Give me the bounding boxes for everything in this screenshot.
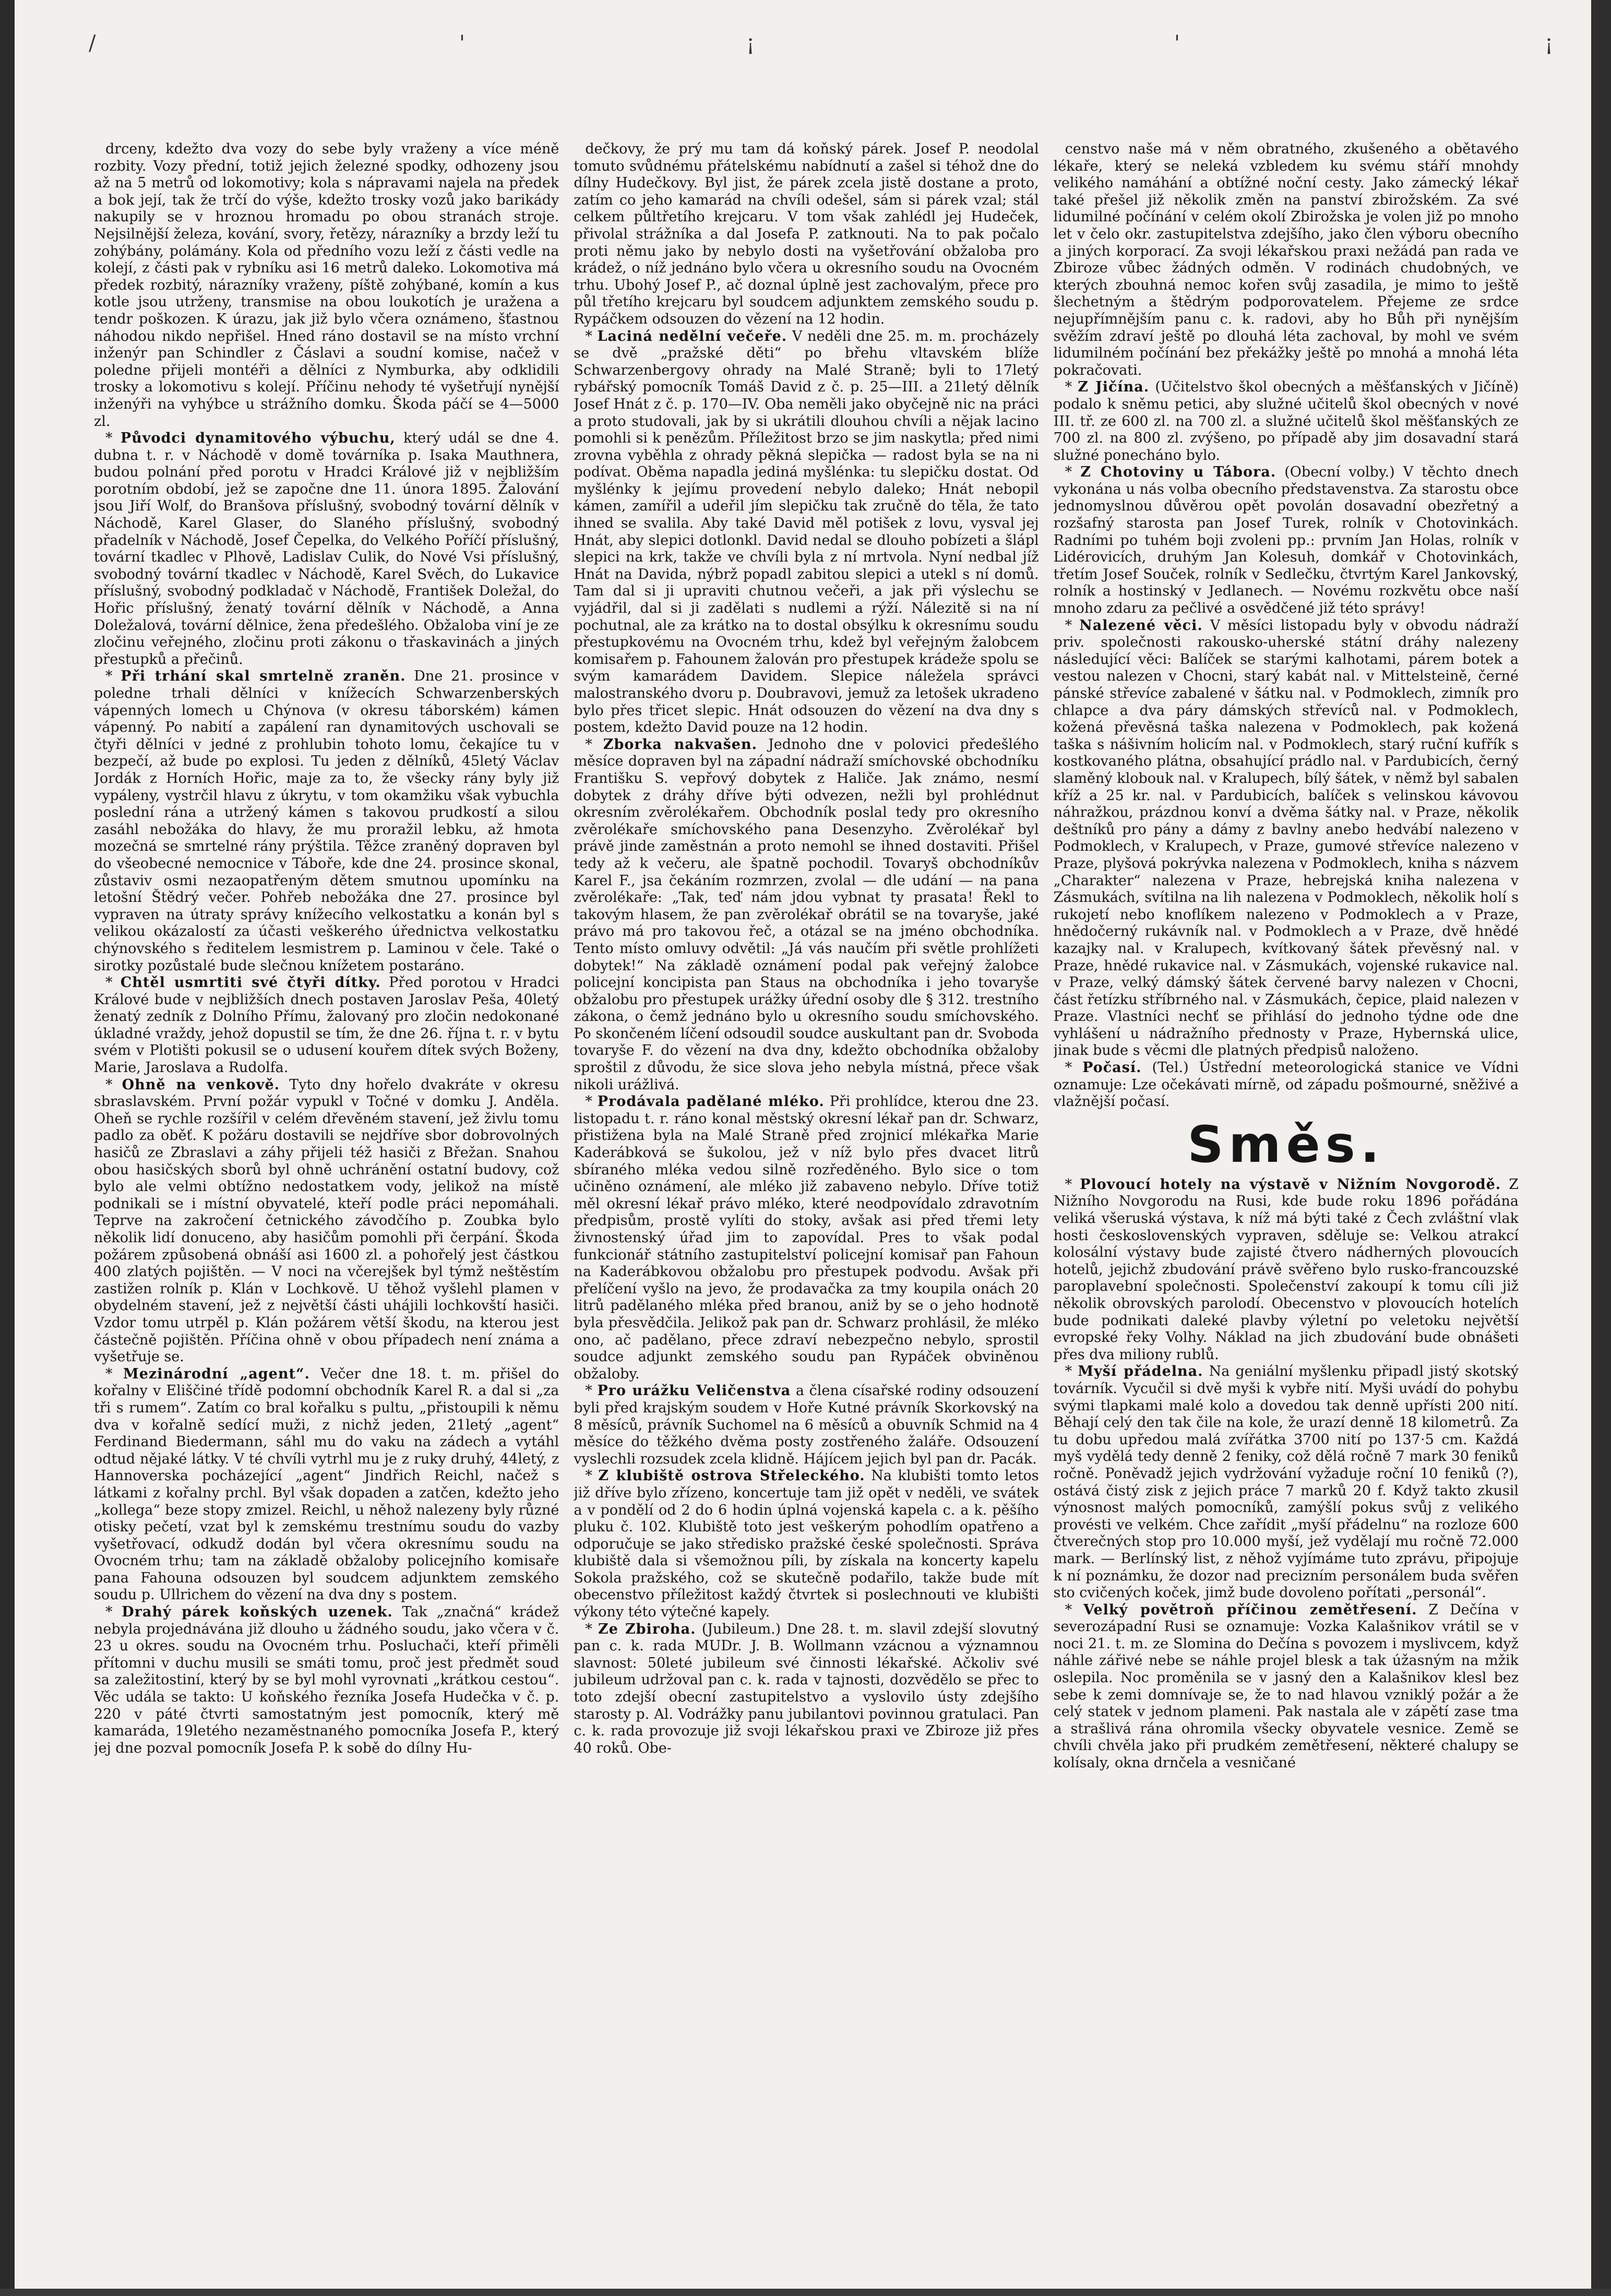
article-heading: Chtěl usmrtiti své čtyři dítky.	[120, 974, 381, 991]
article-body: V měsíci listopadu byly v obvodu nádraží priv. společnosti rakousko-uherské státní dráhy nalezeny následující věci: Balíček se starými kalhotami, párem botek a vestou nalezen v Chocni, starý kabát nal. v Mittelsteině, černé pánské střevíce zabalené v šátku nal. v Podmoklech, zimník pro chlapce a dva páry dámských střevíců nal. v Podmoklech, kožená převěsná taška nalezena v Podmoklech, pak kožená taška s nášivním holicím nal. v Podmoklech, starý ruční kufřík s kostkovaného plátna, obsahující prádlo nal. v Pardubicích, černý slaměný klobouk nal. v Kralupech, bílý šátek, v němž byl sabalen kříž a 25 kr. nal. v Pardubicích, balíček s velinskou kávovou náhražkou, prázdnou konví a dvěma šátky nal. v Praze, několik deštníků pro pány a dámy z bavlny anebo hedvábí nalezeno v Podmoklech, v Kralupech, v Praze, gumové střevíce nalezeno v Praze, plyšová pokrývka nalezena v Podmoklech, kniha s názvem „Charakter“ nalezena v Praze, hebrejská kniha nalezena v Zásmukách, svítilna na lih nalezena v Podmoklech, několik holí s rukojetí nebo knoflíkem nalezeno v Podmoklech a v Praze, hnědočerný rukávník nal. v Podmoklech a v Praze, dvě hnědé kazajky nal. v Kralupech, kvítkovaný šátek převěsný nal. v Praze, hnědé rukavice nal. v Zásmukách, vojenské rukavice nal. v Praze, velký dámský šátek červené barvy nalezen v Chocni, část řetízku stříbrného nal. v Zásmukách, čepice, plaid nalezen v Praze. Vlastníci nechť se přihlásí do jednoho týdne ode dne vyhlášení u nádražního přednosty v Praze, Hybernská ulice, jinak bude s věcmi dle platných předpisů naloženo.	[1053, 617, 1519, 1059]
article-body: (Obecní volby.) V těchto dnech vykonána u nás volba obecního představenstva. Za starostu obce jednomyslnou důvěrou opět povolán dosavadní obezřetný a rozšafný starosta pan Josef Turek, rolník v Chotovinkách. Radními po tuhém boji zvoleni pp.: prvním Jan Holas, rolník v Lidérovicích, druhým Jan Kolesuh, domkář v Chotovinkách, třetím Josef Souček, rolník v Sedlečku, čtvrtým Karel Jankovský, rolník a hostinský v Jedlanech. — Novému rozkvětu obce naší mnoho zdaru za pečlivé a osvědčené již této správy!	[1053, 464, 1519, 617]
article-heading: Drahý párek koňských uzenek.	[122, 1604, 393, 1621]
article-body: Z Nižního Novgorodu na Rusi, kde bude roku 1896 pořádána veliká všeruská výstava, k níž má býti také z Čech zvláštní vlak hosti československých vypraven, sděluje se: Velkou atrakcí kolosální výstavy bude zajisté čtvero nádherných plovoucích hotelů, jejichž zbudování právě svěřeno bylo rusko-francouzské paroplavební společnosti. Společenství zakoupí k tomu cíli již několik obrovských parolodí. Obecenstvo v plovoucích hotelích bude podnikati daleké plavby výletní po veletoku největší evropské řeky Volhy. Náklad na jich zbudování bude obnášeti přes dva miliony rublů.	[1053, 1176, 1519, 1363]
article-heading: Zborka nakvašen.	[603, 736, 757, 753]
article-heading: Mezinárodní „agent“.	[123, 1365, 310, 1382]
article: * Ze Zbiroha. (Jubileum.) Dne 28. t. m. slavil zdejší slovutný pan c. k. rada MUDr. J. B. Wollmann vzácnou a významnou slavnost: 50leté jubileum své činnosti lékařské. Ačkoliv své jubileum udržoval pan c. k. rada v tajnosti, dozvědělo se přec to toto zdejší obecní zastupitelstvo a vyslovilo ústy zdejšího starosty p. Al. Vodrážky panu jubilantovi povinnou gratulaci. Pan c. k. rada provozuje již svoji lékařskou praxi ve Zbiroze již přes 40 roků. Obe-	[574, 1621, 1039, 1756]
section-heading-smes: Směs.	[1187, 1115, 1385, 1174]
article-body: Jednoho dne v polovici předešlého měsíce dopraven byl na západní nádraží smíchovské obchodníku Františku S. vepřový dobytek z Haliče. Jak známo, nesmí dobytek z dráhy dříve býti odvezen, nežli byl prohlédnut okresním zvěrolékařem. Obchodník poslal tedy pro okresního zvěrolékaře smíchovského pana Desenzyho. Zvěrolékař byl právě jinde zaměstnán a proto nemohl se ihned dostaviti. Přišel tedy až k večeru, ale špatně pochodil. Tovaryš obchodníkův Karel F., jsa čekáním rozmrzen, zvolal — dle udání — na pana zvěrolékaře: „Tak, teď nám jdou vybnat ty prasata! Řekl to takovým hlasem, že pan zvěrolékař obrátil se na tovaryše, jaké právo má pro takovou řeč, a otázal se na jméno obchodníka. Tento místo omluvy odvětil: „Já vás naučím při světle prohlížeti dobytek!“ Na základě oznámení podal pak veřejný žalobce policejní koncipista pan Staus na obchodníka i jeho tovaryše obžalobu pro přestupek urážky úřední osoby dle § 312. trestního zákona, o čemž jednáno bylo u okresního soudu smíchovského. Po skončeném líčení odsoudil soudce auskultant pan dr. Svoboda tovaryše F. do vězení na dva dny, kdežto obchodníka obžaloby sproštil z důvodu, že sice slova jeho nebyla místná, přece však nikoli urážlivá.	[574, 736, 1039, 1093]
article: * Chtěl usmrtiti své čtyři dítky. Před porotou v Hradci Králové bude v nejbližších dnech postaven Jaroslav Peša, 40letý ženatý zedník z Dolního Přímu, žalovaný pro zločin nedokonané úkladné vraždy, jehož dopustil se tím, že dne 26. října t. r. v bytu svém v Plotišti pokusil se o udusení kouřem dítek svých Boženy, Marie, Jaroslava a Rudolfa.	[94, 974, 559, 1076]
article-text: censtvo naše má v něm obratného, zkušeného a obětavého lékaře, který se neleká vzbledem ku svému stáří mnohdy velikého namáhání a obtížné noční cesty. Jako zámecký lékař také přešel již několik změn na panství zbirožském. Za své lidumilné počínání v celém okolí Zbirožska je volen již po mnoho let v čelo okr. zastupitelstva zdejšího, jako člen výboru obecního a jiných korporací. Za svoji lékařskou praxi nežádá pan rada ve Zbiroze vůbec žádných odměn. V rodinách chudobných, ve kterých zbouhná nemoc kořen svůj zasadila, je mimo to ještě šlechetným a štědrým podporovatelem. Přejeme ze srdce nejupřímnějším panu c. k. radovi, aby ho Bůh při nynějším svěžím zdraví ještě po dlouhá léta zachoval, by mohl ve svém lidumilném počínání bez překážky ještě po mnohá a mnohá léta pokračovati.	[1053, 141, 1519, 378]
article: * Zborka nakvašen. Jednoho dne v polovici předešlého měsíce dopraven byl na západní nádraží smíchovské obchodníku Františku S. vepřový dobytek z Haliče. Jak známo, nesmí dobytek z dráhy dříve býti odvezen, nežli byl prohlédnut okresním zvěrolékařem. Obchodník poslal tedy pro okresního zvěrolékaře smíchovského pana Desenzyho. Zvěrolékař byl právě jinde zaměstnán a proto nemohl se ihned dostaviti. Přišel tedy až k večeru, ale špatně pochodil. Tovaryš obchodníkův Karel F., jsa čekáním rozmrzen, zvolal — dle udání — na pana zvěrolékaře: „Tak, teď nám jdou vybnat ty prasata! Řekl to takovým hlasem, že pan zvěrolékař obrátil se na tovaryše, jaké právo má pro takovou řeč, a otázal se na jméno obchodníka. Tento místo omluvy odvětil: „Já vás naučím při světle prohlížeti dobytek!“ Na základě oznámení podal pak veřejný žalobce policejní koncipista pan Staus na obchodníka i jeho tovaryše obžalobu pro přestupek urážky úřední osoby dle § 312. trestního zákona, o čemž jednáno bylo u okresního soudu smíchovského. Po skončeném líčení odsoudil soudce auskultant pan dr. Svoboda tovaryše F. do vězení na dva dny, kdežto obchodníka obžaloby sproštil z důvodu, že sice slova jeho nebyla místná, přece však nikoli urážlivá.	[574, 736, 1039, 1093]
article-heading: Prodávala padělané mléko.	[597, 1093, 825, 1110]
article: * Velký povětroň příčinou zemětřesení. Z Dečína v severozápadní Rusi se oznamuje: Vozka Kalašnikov vrátil se v noci 21. t. m. ze Slomina do Dečína s povozem i myslivcem, když náhle zářivé nebe se náhle projel blesk a tak úžasným na mžik oslepila. Noc proměnila se v jasný den a Kalašnikov klesl bez sebe k zemi domnívaje se, že to nad hlavou vzniklý požár a že celý statek v jednom plameni. Pak nastala ale v zápětí zase tma a strašlivá rána ohromila všecky obyvatele vesnice. Země se chvíli chvěla jako při prudkém zemětřesení, některé chalupy se kolísaly, okna drnčela a vesničané	[1053, 1601, 1519, 1771]
column-2	[574, 141, 1039, 2260]
column-1	[94, 141, 559, 2260]
article: * Při trhání skal smrtelně zraněn. Dne 21. prosince v poledne trhali dělníci v knížecích Schwarzenberských vápenných lomech u Chýnova (v okresu táborském) kámen vápenný. Po nabití a zapálení ran dynamitových uschovali se čtyři dělníci v jedné z prohlubin tohoto lomu, čekajíce tu v bezpečí, až bude po explosi. Tu jeden z dělníků, 45letý Václav Jordák z Horních Hořic, maje za to, že všecky rány byly již vypáleny, vystrčil hlavu z úkrytu, v tom okamžiku však vybuchla poslední rána a utržený kámen s takovou prudkostí a silou zasáhl nebožáka do hlavy, že mu proražil lebku, až hmota mozečná se smrtelné rány prýštila. Těžce zraněný dopraven byl do všeobecné nemocnice v Táboře, kde dne 24. prosince skonal, zůstaviv osmi nezaopatřeným dětem smutnou upomínku na letošní Štědrý večer. Pohřeb nebožáka dne 27. prosince byl vypraven na útraty správy knížecího velkostatku a konán byl s velikou okázalostí za účasti veškerého úřednictva velkostatku chýnovského s ředitelem lesmistrem p. Laminou v čele. Také o sirotky pozůstalé bude slečnou knížetem postaráno.	[94, 668, 559, 974]
article: * Z Chotoviny u Tábora. (Obecní volby.) V těchto dnech vykonána u nás volba obecního představenstva. Za starostu obce jednomyslnou důvěrou opět povolán dosavadní obezřetný a rozšafný starosta pan Josef Turek, rolník v Chotovinkách. Radními po tuhém boji zvoleni pp.: prvním Jan Holas, rolník v Lidérovicích, druhým Jan Kolesuh, domkář v Chotovinkách, třetím Josef Souček, rolník v Sedlečku, čtvrtým Karel Jankovský, rolník a hostinský v Jedlanech. — Novému rozkvětu obce naší mnoho zdaru za pečlivé a osvědčené již této správy!	[1053, 464, 1519, 617]
article-heading: Při trhání skal smrtelně zraněn.	[121, 668, 406, 685]
article-heading: Pro urážku Veličenstva	[597, 1383, 791, 1399]
top-mark: /	[89, 31, 96, 55]
scan-edge-bottom	[0, 2289, 1611, 2296]
article: * Myší přádelna. Na geniální myšlenku připadl jistý skotský továrník. Vycučil si dvě myši k vybře nití. Myši uvádí do pohybu svými tlapkami malé kolo a dovedou tak denně upřísti 200 nití. Běhají celý den tak čile na kole, že urazí denně 18 kilometrů. Za tu dobu upředou malá zvířátka 3700 nití po 137·5 cm. Každá myš vydělá tedy denně 2 feniky, což dělá ročně 7 mark 30 feniků ročně. Poněvadž jejich vydržování vyžaduje roční 10 feniků (?), ostává čistý zisk z jejich práce 7 marků 20 f. Když takto zkusil výnosnost malých pomocníků, zamýšlí pokus svůj z velikého provésti ve velkém. Chce zařídit „myší přádelnu“ na rozloze 600 čtverečných stop pro 10.000 myší, jež vydělají mu ročně 72.000 mark. — Berlínský list, z něhož vyjímáme tuto zprávu, připojuje k ní poznámku, že dozor nad precizním personálem buda svěřen sto cvičených koček, jimž bude dovoleno pořítati „personál“.	[1053, 1363, 1519, 1601]
article: * Z klubiště ostrova Střeleckého. Na klubišti tomto letos již dříve bylo zřízeno, koncertuje tam již opět v neděli, ve svátek a v pondělí od 2 do 6 hodin úplná vojenská kapela c. a k. pěšího pluku č. 102. Klubiště toto jest veškerým pohodlím opatřeno a odporučuje se jako středisko pražské české společnosti. Správa klubiště dala si všemožnou píli, by získala na koncerty kapelu Sokola pražského, což se skutečně podařilo, takže bude mít obecenstvo příležitost každý čtvrtek si poslechnouti ve klubišti výkony této výtečné kapely.	[574, 1468, 1039, 1621]
article-heading: Velký povětroň příčinou zemětřesení.	[1083, 1601, 1417, 1618]
article-heading: Nalezené věci.	[1079, 617, 1203, 634]
article: * Původci dynamitového výbuchu, který udál se dne 4. dubna t. r. v Náchodě v domě továrníka p. Isaka Mauthnera, budou polnání před porotu v Hradci Králové již v nejbližším porotním období, jež se započne dne 11. února 1895. Žalování jsou Jiří Wolf, do Branšova příslušný, svobodný tovární dělník v Náchodě, Karel Glaser, do Slaného příslušný, svobodný přadelník v Náchodě, Josef Čepelka, do Velkého Poříčí příslušný, tovární tkadlec v Plhově, Ladislav Culik, do Nové Vsi příslušný, svobodný tovární tkadlec v Náchodě, Karel Svěch, do Lukavice příslušný, svobodný podkladač v Náchodě, František Doležal, do Hořic příslušný, ženatý tovární dělník v Náchodě, a Anna Doležalová, tovární dělnice, žena předešlého. Obžaloba viní je ze zločinu veřejného, zločinu proti zákonu o třaskavinách a jiných přestupků a přečinů.	[94, 430, 559, 668]
article-body: Dne 21. prosince v poledne trhali dělníci v knížecích Schwarzenberských vápenných lomech u Chýnova (v okresu táborském) kámen vápenný. Po nabití a zapálení ran dynamitových uschovali se čtyři dělníci v jedné z prohlubin tohoto lomu, čekajíce tu v bezpečí, až bude po explosi. Tu jeden z dělníků, 45letý Václav Jordák z Horních Hořic, maje za to, že všecky rány byly již vypáleny, vystrčil hlavu z úkrytu, v tom okamžiku však vybuchla poslední rána a utržený kámen s takovou prudkostí a silou zasáhl nebožáka do hlavy, že mu proražil lebku, až hmota mozečná se smrtelné rány prýštila. Těžce zraněný dopraven byl do všeobecné nemocnice v Táboře, kde dne 24. prosince skonal, zůstaviv osmi nezaopatřeným dětem smutnou upomínku na letošní Štědrý večer. Pohřeb nebožáka dne 27. prosince byl vypraven na útraty správy knížecího velkostatku a konán byl s velikou okázalostí za účasti veškerého úřednictva velkostatku chýnovského s ředitelem lesmistrem p. Laminou v čele. Také o sirotky pozůstalé bude slečnou knížetem postaráno.	[94, 668, 559, 974]
article: * Prodávala padělané mléko. Při prohlídce, kterou dne 23. listopadu t. r. ráno konal městský okresní lékař pan dr. Schwarz, přistižena byla na Malé Straně před zrojnicí mlékařka Marie Kaderábková se šukolou, jež v níž bylo přes dvacet litrů sbíraného mléka vedou silně rozředěného. Bylo sice o tom učiněno oznámení, ale mléko již zabaveno nebylo. Dříve totiž měl okresní lékař právo mléko, které neodpovídalo zdravotním předpisům, prostě vylíti do stoky, avšak asi před třemi lety živnostenský úřad jim to zapovídal. Pres to však podal funkcionář státního zastupitelství policejní komisař pan Fahoun na Kaderábkovou obžalobu pro přestupek podvodu. Avšak při přelíčení vyšlo na jevo, že prodavačka za tmy koupila onách 20 litrů padělaného mléka před branou, aniž by se o jeho hodnotě byla přesvědčila. Jelikož pak pan dr. Schwarz prohlásil, že mléko ono, ač padělano, přece zdraví nebezpečno nebylo, sprostil soudce adjunkt zemského soudu pan Rypáček obviněnou obžaloby.	[574, 1093, 1039, 1382]
article-body: Večer dne 18. t. m. přišel do kořalny v Eliščiné třídě podomní obchodník Karel R. a dal si „za tři s rumem“. Zatím co bral kořalku s pultu, „přistoupili k němu dva v kořalně sedící muži, z nichž jeden, 21letý „agent“ Ferdinand Biedermann, sáhl mu do vaku na zádech a vytáhl odtud nějaké látky. V té chvíli vytrhl mu je z ruky druhý, 44letý, z Hannoverska pocházející „agent“ Jindřich Reichl, načež s látkami z kořalny prchl. Byl však dopaden a zatčen, kdežto jeho „kollega“ beze stopy zmizel. Reichl, u něhož nalezeny byly různé otisky pečetí, vzat byl k zemskému trestnímu soudu do vazby vyšetřovací, odkudž dodán byl včera okresnímu soudu na Ovocném trhu; tam na základě obžaloby policejního komisaře pana Fahouna odsouzen byl soudcem adjunktem zemského soudu p. Ullrichem do vězení na dva dny s postem.	[94, 1365, 559, 1603]
article-heading: Původci dynamitového výbuchu,	[120, 430, 396, 447]
top-mark: ¡	[746, 31, 755, 55]
article-heading: Z klubiště ostrova Střeleckého.	[598, 1468, 865, 1484]
article-body: Na klubišti tomto letos již dříve bylo zřízeno, koncertuje tam již opět v neděli, ve svátek a v pondělí od 2 do 6 hodin úplná vojenská kapela c. a k. pěšího pluku č. 102. Klubiště toto jest veškerým pohodlím opatřeno a odporučuje se jako středisko pražské české společnosti. Správa klubiště dala si všemožnou píli, by získala na koncerty kapelu Sokola pražského, což se skutečně podařilo, takže bude mít obecenstvo příležitost každý čtvrtek si poslechnouti ve klubišti výkony této výtečné kapely.	[574, 1468, 1039, 1621]
top-mark: '	[459, 31, 465, 55]
article-heading: Ze Zbiroha.	[598, 1621, 696, 1637]
article: * Z Jičína. (Učitelstvo škol obecných a měšťanských v Jičíně) podalo k sněmu petici, aby služné učitelů škol obecných v nové III. tř. ze 600 zl. na 700 zl. a služné učitelů škol měšťanských ze 700 zl. na 800 zl. zvýšeno, po případě aby jim dosavadní stará služné ponecháno bylo.	[1053, 379, 1519, 463]
scan-edge-right	[1591, 0, 1611, 2296]
article-body: V neděli dne 25. m. m. procházely se dvě „pražské děti“ po břehu vltavském blíže Schwarzenbergovy ohrady na Malé Straně; byli to 17letý rybářský pomocník Tomáš David z č. p. 25—III. a 21letý dělník Josef Hnát z č. p. 170—IV. Oba neměli jako obyčejně nic na práci a proto studovali, jak by si ukrátili dlouhou chvíli a nějak lacino pomohli si k penězům. Příležitost brzo se jim naskytla; před nimi zrovna vyběhla z ohrady pěkná slepička — radost byla se na ni podívat. Oběma napadla jediná myšlénka: tu slepičku dostat. Od myšlénky k jejímu provedení nebylo daleko; Hnát nebopil kámen, zamířil a udeřil jím slepičku tak zručně do těla, že tato ihned se svalila. Aby také David měl potišek z lovu, vysval jej Hnát, aby slepici dotlonkl. David nedal se dlouho pobízeti a šlápl slepici na krk, takže ve chvíli byla z ní mrtvola. Nyní nedbal jíž Hnát na Davida, nýbrž popadl zabitou slepici a utekl s ní domů. Tam dal si ji upraviti chutnou večeři, a jak při výslechu se vyjádřil, dal si ji zadělati s nudlemi a rýží. Nálezitě si na ní pochutnal, ale za krátko na to dostal obsýlku k okresnímu soudu přestupkovému na Ovocném trhu, kdež byl veřejným žalobcem komisařem p. Fahounem žalován pro přestupek krádeže spolu se svým kamarádem Davidem. Slepice náležela správci malostranského dvoru p. Doubravovi, jemuž za letošek ukradeno bylo přes třicet slepic. Hnát odsouzen do vězení na dva dny s postem, kdežto David pouze na 12 hodin.	[574, 328, 1039, 736]
article: * Plovoucí hotely na výstavě v Nižním Novgorodě. Z Nižního Novgorodu na Rusi, kde bude roku 1896 pořádána veliká všeruská výstava, k níž má býti také z Čech zvláštní vlak hosti československých vypraven, sděluje se: Velkou atrakcí kolosální výstavy bude zajisté čtvero nádherných plovoucích hotelů, jejichž zbudování právě svěřeno bylo rusko-francouzské paroplavební společnosti. Společenství zakoupí k tomu cíli již několik obrovských parolodí. Obecenstvo v plovoucích hotelích bude podnikati daleké plavby výletní po veletoku největší evropské řeky Volhy. Náklad na jich zbudování bude obnášeti přes dva miliony rublů.	[1053, 1176, 1519, 1363]
article-text: drceny, kdežto dva vozy do sebe byly vraženy a více méně rozbity. Vozy přední, totiž jejich železné spodky, odhozeny jsou až na 5 metrů od lokomotivy; kola s nápravami najela na předek a bok její, tak že trčí do výše, kdežto trosky vozů jako barikády nakupily se v hroznou hromadu po obou stranách stroje. Nejsilnější železa, kování, svory, řetězy, nárazníky a brzdy leží tu zohýbány, polámány. Kola od předního vozu leží z části vedle na kolejí, z části pak v rybníku asi 16 metrů daleko. Lokomotiva má předek rozbitý, nárazníky vraženy, píště zohýbané, komín a kus kotle jsou utrženy, transmise na obou loukotích je uražena a tendr poškozen. K úrazu, jak již bylo včera oznámeno, šťastnou náhodou nikdo nepřišel. Hned ráno dostavil se na místo vrchní inženýr pan Schindler z Čáslavi a soudní komise, načež v poledne přijeli montéři a dělníci z Nymburka, aby odklidili trosky a lokomotivu s kolejí. Příčinu nehody té vyšetřují nynější inženýři na vyhýbce u strážního domku. Škoda páčí se 4—5000 zl.	[94, 141, 559, 430]
article-heading: Ohně na venkově.	[122, 1076, 280, 1093]
article-body: (Učitelstvo škol obecných a měšťanských v Jičíně) podalo k sněmu petici, aby služné učitelů škol obecných v nové III. tř. ze 600 zl. na 700 zl. a služné učitelů škol měšťanských ze 700 zl. na 800 zl. zvýšeno, po případě aby jim dosavadní stará služné ponecháno bylo.	[1053, 379, 1519, 463]
article-body: (Jubileum.) Dne 28. t. m. slavil zdejší slovutný pan c. k. rada MUDr. J. B. Wollmann vzácnou a významnou slavnost: 50leté jubileum své činnosti lékařské. Ačkoliv své jubileum udržoval pan c. k. rada v tajnosti, dozvědělo se přec to toto zdejší obecní zastupitelstvo a vyslovilo ústy zdejšího starosty p. Al. Vodrážky panu jubilantovi povinnou gratulaci. Pan c. k. rada provozuje již svoji lékařskou praxi ve Zbiroze již přes 40 roků. Obe-	[574, 1621, 1039, 1756]
article: * Nalezené věci. V měsíci listopadu byly v obvodu nádraží priv. společnosti rakousko-uherské státní dráhy nalezeny následující věci: Balíček se starými kalhotami, párem botek a vestou nalezen v Chocni, starý kabát nal. v Mittelsteině, černé pánské střevíce zabalené v šátku nal. v Podmoklech, zimník pro chlapce a dva páry dámských střevíců nal. v Podmoklech, kožená převěsná taška nalezena v Podmoklech, pak kožená taška s nášivním holicím nal. v Podmoklech, starý ruční kufřík s kostkovaného plátna, obsahující prádlo nal. v Pardubicích, černý slaměný klobouk nal. v Kralupech, bílý šátek, v němž byl sabalen kříž a 25 kr. nal. v Pardubicích, balíček s velinskou kávovou náhražkou, prázdnou konví a dvěma šátky nal. v Praze, několik deštníků pro pány a dámy z bavlny anebo hedvábí nalezeno v Podmoklech, v Kralupech, v Praze, gumové střevíce nalezeno v Praze, plyšová pokrývka nalezena v Podmoklech, kniha s názvem „Charakter“ nalezena v Praze, hebrejská kniha nalezena v Zásmukách, svítilna na lih nalezena v Podmoklech, několik holí s rukojetí nebo knoflíkem nalezeno v Podmoklech a v Praze, hnědočerný rukávník nal. v Podmoklech a v Praze, dvě hnědé kazajky nal. v Kralupech, kvítkovaný šátek převěsný nal. v Praze, hnědé rukavice nal. v Zásmukách, vojenské rukavice nal. v Praze, velký dámský šátek červené barvy nalezen v Chocni, část řetízku stříbrného nal. v Zásmukách, čepice, plaid nalezen v Praze. Vlastníci nechť se přihlásí do jednoho týdne ode dne vyhlášení u nádražního přednosty v Praze, Hybernská ulice, jinak bude s věcmi dle platných předpisů naloženo.	[1053, 617, 1519, 1059]
article: * Ohně na venkově. Tyto dny hořelo dvakráte v okresu sbraslavském. První požár vypukl v Točné v domku J. Andělа. Oheň se rychle rozšířil v celém dřevěném stavení, jež živlu tomu padlo za oběť. K požáru dostavili se nejdříve sbor dobrovolných hasičů ze Zbraslavi a záhy přijeli též hasiči z Břežan. Snahou obou hasičských sborů byl ohně uchránění ostatní budovy, což bylo ale velmi obtížno nedostatkem vody, jelikož na místě podnikali se i místní obyvatelé, kteří podle práci nepomáhali. Teprve na zakročení četnického závodčího p. Zoubka bylo několik lidí donuceno, aby hasičům pomohli při čerpání. Škoda požárem způsobená obnáší asi 1600 zl. a pohořelý jest částkou 400 zlatých pojištěn. — V noci na včerejšek byl týmž neštěstím zastižen rolník p. Klán v Lochkově. U těhož vyšlehl plamen v obydelném stavení, jež z největší části uhájili lochkovští hasiči. Vzdor tomu utrpěl p. Klán požárem větší škodu, na kterou jest částečně pojištěn. Příčina ohně v obou případech není známa a vyšetřuje se.	[94, 1076, 559, 1365]
article-body: Před porotou v Hradci Králové bude v nejbližších dnech postaven Jaroslav Peša, 40letý ženatý zedník z Dolního Přímu, žalovaný pro zločin nedokonané úkladné vraždy, jehož dopustil se tím, že dne 26. října t. r. v bytu svém v Plotišti pokusil se o udusení kouřem dítek svých Boženy, Marie, Jaroslava a Rudolfa.	[94, 974, 559, 1076]
article-body: (Tel.) Ústřední meteorologická stanice ve Vídni oznamuje: Lze očekávati mírně, od západu pošmourné, sněživé a vlažnější počasí.	[1053, 1060, 1519, 1110]
scan-edge-left	[0, 0, 15, 2296]
article: * Počasí. (Tel.) Ústřední meteorologická stanice ve Vídni oznamuje: Lze očekávati mírně, od západu pošmourné, sněživé a vlažnější počasí.	[1053, 1060, 1519, 1110]
text-columns	[94, 141, 1519, 2260]
article: * Mezinárodní „agent“. Večer dne 18. t. m. přišel do kořalny v Eliščiné třídě podomní obchodník Karel R. a dal si „za tři s rumem“. Zatím co bral kořalku s pultu, „přistoupili k němu dva v kořalně sedící muži, z nichž jeden, 21letý „agent“ Ferdinand Biedermann, sáhl mu do vaku na zádech a vytáhl odtud nějaké látky. V té chvíli vytrhl mu je z ruky druhý, 44letý, z Hannoverska pocházející „agent“ Jindřich Reichl, načež s látkami z kořalny prchl. Byl však dopaden a zatčen, kdežto jeho „kollega“ beze stopy zmizel. Reichl, u něhož nalezeny byly různé otisky pečetí, vzat byl k zemskému trestnímu soudu do vazby vyšetřovací, odkudž dodán byl včera okresnímu soudu na Ovocném trhu; tam na základě obžaloby policejního komisaře pana Fahouna odsouzen byl soudcem adjunktem zemského soudu p. Ullrichem do vězení na dva dny s postem.	[94, 1365, 559, 1603]
top-mark: '	[1174, 31, 1180, 55]
top-mark: ¡	[1545, 31, 1554, 55]
article-body: Při prohlídce, kterou dne 23. listopadu t. r. ráno konal městský okresní lékař pan dr. Schwarz, přistižena byla na Malé Straně před zrojnicí mlékařka Marie Kaderábková se šukolou, jež v níž bylo přes dvacet litrů sbíraného mléka vedou silně rozředěného. Bylo sice o tom učiněno oznámení, ale mléko již zabaveno nebylo. Dříve totiž měl okresní lékař právo mléko, které neodpovídalo zdravotním předpisům, prostě vylíti do stoky, avšak asi před třemi lety živnostenský úřad jim to zapovídal. Pres to však podal funkcionář státního zastupitelství policejní komisař pan Fahoun na Kaderábkovou obžalobu pro přestupek podvodu. Avšak při přelíčení vyšlo na jevo, že prodavačka za tmy koupila onách 20 litrů padělaného mléka před branou, aniž by se o jeho hodnotě byla přesvědčila. Jelikož pak pan dr. Schwarz prohlásil, že mléko ono, ač padělano, přece zdraví nebezpečno nebylo, sprostil soudce adjunkt zemského soudu pan Rypáček obviněnou obžaloby.	[574, 1093, 1039, 1382]
article-body: Z Dečína v severozápadní Rusi se oznamuje: Vozka Kalašnikov vrátil se v noci 21. t. m. ze Slomina do Dečína s povozem i myslivcem, když náhle zářivé nebe se náhle projel blesk a tak úžasným na mžik oslepila. Noc proměnila se v jasný den a Kalašnikov klesl bez sebe k zemi domnívaje se, že to nad hlavou vzniklý požár a že celý statek v jednom plameni. Pak nastala ale v zápětí zase tma a strašlivá rána ohromila všecky obyvatele vesnice. Země se chvíli chvěla jako při prudkém zemětřesení, některé chalupy se kolísaly, okna drnčela a vesničané	[1053, 1601, 1519, 1771]
article-heading: Plovoucí hotely na výstavě v Nižním Novgorodě.	[1080, 1176, 1501, 1193]
article-body: Tak „značná“ krádež nebyla projednávána již dlouho u žádného soudu, jako včera v č. 23 u okres. soudu na Ovocném trhu. Posluchači, kteří přiměli přítomni v duchu musili se smáti tomu, proč jest předmět soud sa zaležitostiní, který by se byl mohl vyrovnati „krátkou cestou“. Věc udála se takto: U koňského řezníka Josefa Hudečka v č. p. 220 v páté čtvrti samostatným jest pomocník, který mě kamaráda, 19letého nezaměstnaného pomocníka Josefa P., který jej dne pozval pomocník Josefa P. k sobě do dílny Hu-	[94, 1604, 559, 1756]
article: * Drahý párek koňských uzenek. Tak „značná“ krádež nebyla projednávána již dlouho u žádného soudu, jako včera v č. 23 u okres. soudu na Ovocném trhu. Posluchači, kteří přiměli přítomni v duchu musili se smáti tomu, proč jest předmět soud sa zaležitostiní, který by se byl mohl vyrovnati „krátkou cestou“. Věc udála se takto: U koňského řezníka Josefa Hudečka v č. p. 220 v páté čtvrti samostatným jest pomocník, který mě kamaráda, 19letého nezaměstnaného pomocníka Josefa P., který jej dne pozval pomocník Josefa P. k sobě do dílny Hu-	[94, 1604, 559, 1756]
article-body: Na geniální myšlenku připadl jistý skotský továrník. Vycučil si dvě myši k vybře nití. Myši uvádí do pohybu svými tlapkami malé kolo a dovedou tak denně upřísti 200 nití. Běhají celý den tak čile na kole, že urazí denně 18 kilometrů. Za tu dobu upředou malá zvířátka 3700 nití po 137·5 cm. Každá myš vydělá tedy denně 2 feniky, což dělá ročně 7 mark 30 feniků ročně. Poněvadž jejich vydržování vyžaduje roční 10 feniků (?), ostává čistý zisk z jejich práce 7 marků 20 f. Když takto zkusil výnosnost malých pomocníků, zamýšlí pokus svůj z velikého provésti ve velkém. Chce zařídit „myší přádelnu“ na rozloze 600 čtverečných stop pro 10.000 myší, jež vydělají mu ročně 72.000 mark. — Berlínský list, z něhož vyjímáme tuto zprávu, připojuje k ní poznámku, že dozor nad precizním personálem buda svěřen sto cvičených koček, jimž bude dovoleno pořítati „personál“.	[1053, 1363, 1519, 1601]
column-3	[1054, 141, 1519, 2260]
article-heading: Z Jičína.	[1078, 379, 1150, 396]
article-text: dečkovy, že prý mu tam dá koňský párek. Josef P. neodolal tomuto svůdnému přátelskému nabídnutí a zašel si téhož dne do dílny Hudečkovy. Byl jist, že párek zcela jistě dostane a proto, zatím co jeho kamarád na chvíli odešel, sám si párek vzal; stál celkem půltřetího krejcaru. V tom však zahlédl jej Hudeček, přivolal strážníka a dal Josefa P. zatknouti. Na to pak počalo proti němu jako by nebylo dosti na vyšetřování obžaloba pro krádež, o níž jednáno bylo včera u okresního soudu na Ovocném trhu. Ubohý Josef P., ač doznal úplně jest zachovalým, přece pro půl třetího krejcaru byl soudcem adjunktem zemského soudu p. Rypáčkem odsouzen do vězení na 12 hodin.	[574, 141, 1039, 327]
article-body: Tyto dny hořelo dvakráte v okresu sbraslavském. První požár vypukl v Točné v domku J. Andělа. Oheň se rychle rozšířil v celém dřevěném stavení, jež živlu tomu padlo za oběť. K požáru dostavili se nejdříve sbor dobrovolných hasičů ze Zbraslavi a záhy přijeli též hasiči z Břežan. Snahou obou hasičských sborů byl ohně uchránění ostatní budovy, což bylo ale velmi obtížno nedostatkem vody, jelikož na místě podnikali se i místní obyvatelé, kteří podle práci nepomáhali. Teprve na zakročení četnického závodčího p. Zoubka bylo několik lidí donuceno, aby hasičům pomohli při čerpání. Škoda požárem způsobená obnáší asi 1600 zl. a pohořelý jest částkou 400 zlatých pojištěn. — V noci na včerejšek byl týmž neštěstím zastižen rolník p. Klán v Lochkově. U těhož vyšlehl plamen v obydelném stavení, jež z největší části uhájili lochkovští hasiči. Vzdor tomu utrpěl p. Klán požárem větší škodu, na kterou jest částečně pojištěn. Příčina ohně v obou případech není známa a vyšetřuje se.	[94, 1076, 559, 1365]
article: * Laciná nedělní večeře. V neděli dne 25. m. m. procházely se dvě „pražské děti“ po břehu vltavském blíže Schwarzenbergovy ohrady na Malé Straně; byli to 17letý rybářský pomocník Tomáš David z č. p. 25—III. a 21letý dělník Josef Hnát z č. p. 170—IV. Oba neměli jako obyčejně nic na práci a proto studovali, jak by si ukrátili dlouhou chvíli a nějak lacino pomohli si k penězům. Příležitost brzo se jim naskytla; před nimi zrovna vyběhla z ohrady pěkná slepička — radost byla se na ni podívat. Oběma napadla jediná myšlénka: tu slepičku dostat. Od myšlénky k jejímu provedení nebylo daleko; Hnát nebopil kámen, zamířil a udeřil jím slepičku tak zručně do těla, že tato ihned se svalila. Aby také David měl potišek z lovu, vysval jej Hnát, aby slepici dotlonkl. David nedal se dlouho pobízeti a šlápl slepici na krk, takže ve chvíli byla z ní mrtvola. Nyní nedbal jíž Hnát na Davida, nýbrž popadl zabitou slepici a utekl s ní domů. Tam dal si ji upraviti chutnou večeři, a jak při výslechu se vyjádřil, dal si ji zadělati s nudlemi a rýží. Nálezitě si na ní pochutnal, ale za krátko na to dostal obsýlku k okresnímu soudu přestupkovému na Ovocném trhu, kdež byl veřejným žalobcem komisařem p. Fahounem žalován pro přestupek krádeže spolu se svým kamarádem Davidem. Slepice náležela správci malostranského dvoru p. Doubravovi, jemuž za letošek ukradeno bylo přes třicet slepic. Hnát odsouzen do vězení na dva dny s postem, kdežto David pouze na 12 hodin.	[574, 328, 1039, 736]
article-body: a člena císařské rodiny odsouzení byli před krajským soudem v Hoře Kutné právník Skorkovský na 8 měsíců, právník Suchomel na 6 měsíců a obuvník Schmid na 4 měsíce do těžkého dvěma posty zostřeného žaláře. Odsouzení vyslechli rozsudek zcela klidně. Hájícem jejich byl pan dr. Pacák.	[574, 1383, 1039, 1467]
article-heading: Z Chotoviny u Tábora.	[1080, 464, 1276, 481]
article-heading: Myší přádelna.	[1078, 1363, 1203, 1380]
article: * Pro urážku Veličenstva a člena císařské rodiny odsouzení byli před krajským soudem v Hoře Kutné právník Skorkovský na 8 měsíců, právník Suchomel na 6 měsíců a obuvník Schmid na 4 měsíce do těžkého dvěma posty zostřeného žaláře. Odsouzení vyslechli rozsudek zcela klidně. Hájícem jejich byl pan dr. Pacák.	[574, 1383, 1039, 1467]
article-heading: Počasí.	[1082, 1060, 1142, 1076]
article-heading: Laciná nedělní večeře.	[597, 328, 787, 344]
article-body: který udál se dne 4. dubna t. r. v Náchodě v domě továrníka p. Isaka Mauthnera, budou polnání před porotu v Hradci Králové již v nejbližším porotním období, jež se započne dne 11. února 1895. Žalování jsou Jiří Wolf, do Branšova příslušný, svobodný tovární dělník v Náchodě, Karel Glaser, do Slaného příslušný, svobodný přadelník v Náchodě, Josef Čepelka, do Velkého Poříčí příslušný, tovární tkadlec v Plhově, Ladislav Culik, do Nové Vsi příslušný, svobodný tovární tkadlec v Náchodě, Karel Svěch, do Lukavice příslušný, svobodný podkladač v Náchodě, František Doležal, do Hořic příslušný, ženatý tovární dělník v Náchodě, a Anna Doležalová, tovární dělnice, žena předešlého. Obžaloba viní je ze zločinu veřejného, zločinu proti zákonu o třaskavinách a jiných přestupků a přečinů.	[94, 430, 559, 668]
